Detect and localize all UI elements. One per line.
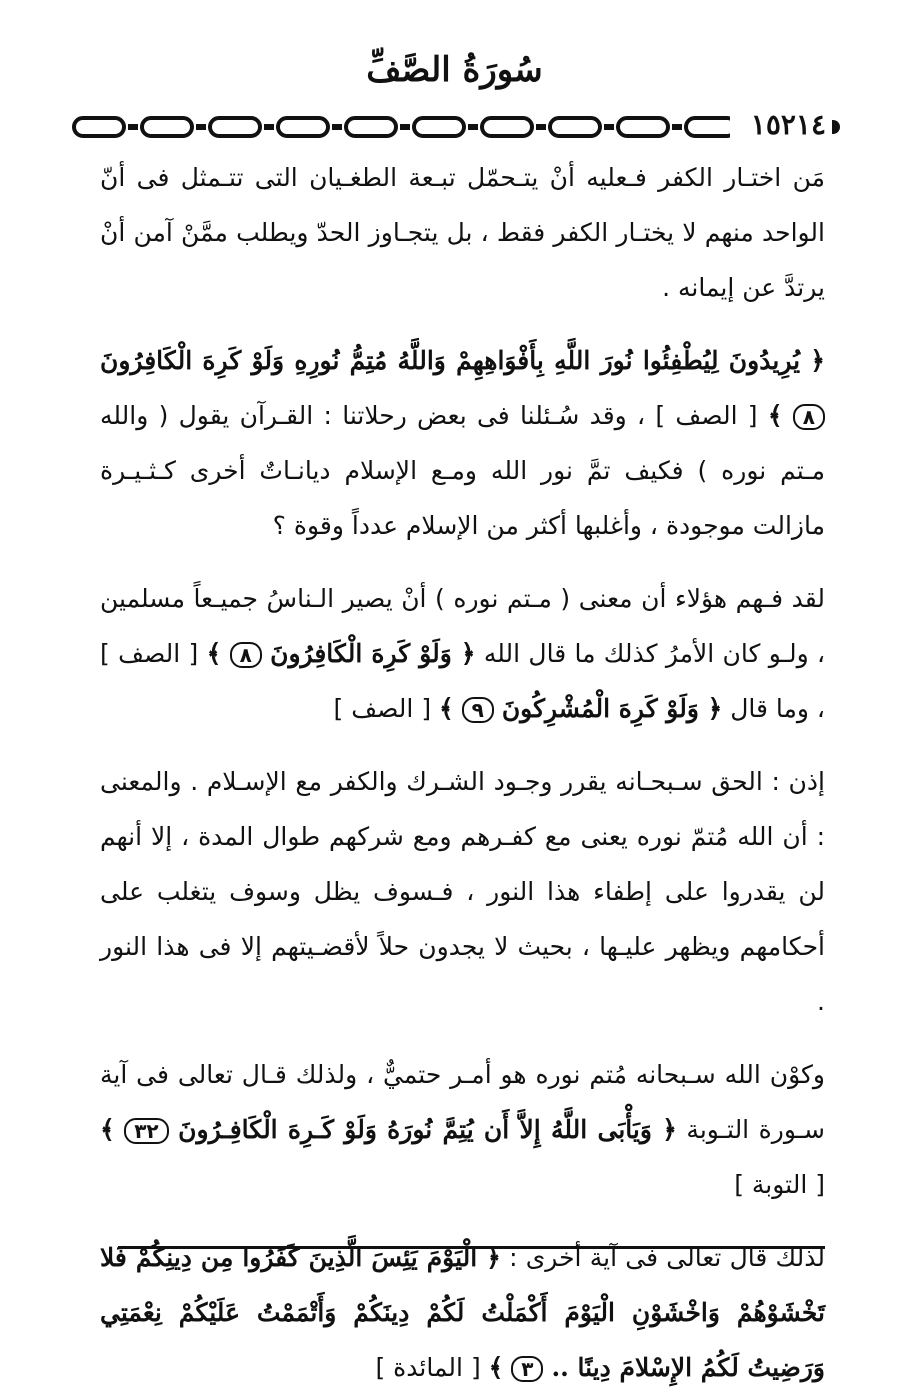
decorative-border <box>72 112 842 142</box>
paragraph-1 <box>100 150 825 315</box>
quran-verse: ﴿ الْيَوْمَ يَئِسَ الَّذِينَ كَفَرُوا مِن دِينِكُمْ فَلا تَخْشَوْهُمْ وَاخْشَوْنِ الْيَوْمَ أَكْمَلْتُ لَكُمْ دِينَكُمْ وَأَتْمَمْتُ عَلَيْكُمْ نِعْمَتِي وَرَضِيتُ لَكُمُ الإِسْلامَ دِينًا .. <box>100 1243 825 1382</box>
paragraph-5 <box>100 1047 825 1212</box>
ayah-number: ٩ <box>462 697 494 723</box>
sura-reference: [ الصف ] <box>100 639 199 668</box>
quran-verse: ﴿ وَلَوْ كَرِهَ الْكَافِرُونَ <box>270 639 476 668</box>
sura-reference: [ الصف ] <box>333 694 432 723</box>
sura-reference: [ المائدة ] <box>375 1353 481 1382</box>
paragraph-6 <box>100 1230 825 1395</box>
paragraph-3 <box>100 571 825 736</box>
quran-verse: ﴿ يُرِيدُونَ لِيُطْفِئُوا نُورَ اللَّهِ بِأَفْوَاهِهِمْ وَاللَّهُ مُتِمُّ نُورِهِ وَلَوْ كَرِهَ الْكَافِرُونَ <box>100 346 825 375</box>
verse-closing-bracket: ﴾ <box>488 1353 504 1382</box>
paragraph-4 <box>100 754 825 1029</box>
sura-reference: [ التوبة ] <box>734 1170 825 1199</box>
footer-rule <box>118 1246 825 1249</box>
paragraph-text: لقد فـهم هؤلاء أن معنى ( مـتم نوره ) أنْ يصير الـناسُ جميـعاً مسلمين ، ولـو كان الأمرُ كذلك ما قال الله <box>100 584 826 668</box>
paragraph-text: إذن : الحق سـبحـانه يقرر وجـود الشـرك والكفر مع الإسـلام . والمعنى : أن الله مُتمّ نوره يعنى مع كفـرهم ومع شركهم طوال المدة ، إلا أنهم لن يقدروا على إطفاء هذا النور ، فـسوف يظل وسوف يتغلب على أحكامهم ويظهر عليـها ، بحيث لا يجدون حلاً لأقضـيتهم إلا فى هذا النور . <box>100 767 825 1016</box>
ayah-number: ٣٢ <box>124 1118 168 1144</box>
page-number: ١٥٢١٤ <box>730 108 832 141</box>
paragraph-text: لذلك قال تعالى فى آية أخرى : <box>509 1243 825 1272</box>
verse-closing-bracket: ﴾ <box>206 639 222 668</box>
paragraph-text: مَن اختـار الكفر فـعليه أنْ يتـحمّل تبـعة الطغـيان التى تتـمثل فى أنّ الواحد منهم لا يختـار الكفر فقط ، بل يتجـاوز الحدّ ويطلب ممَّنْ آمن أنْ يرتدَّ عن إيمانه . <box>100 163 825 302</box>
paragraph-text: وكوْن الله سـبحانه مُتم نوره هو أمـر حتميٌّ ، ولذلك قـال تعالى فى آية سـورة التـوبة <box>100 1060 826 1144</box>
verse-closing-bracket: ﴾ <box>439 694 454 723</box>
paragraph-text: ، وقد سُـئلنا فى بعض رحلاتنا : القـرآن يقول ( والله مـتم نوره ) فكيف تمَّ نور الله ومـع الإسلام ديانـاتٌ أخرى كـثـيـرة مازالت موجودة ، وأغلبها أكثر من الإسلام عدداً وقوة ؟ <box>100 401 825 540</box>
sura-reference: [ الصف ] <box>655 401 758 430</box>
paragraph-2 <box>100 333 825 553</box>
verse-closing-bracket: ﴾ <box>100 1115 115 1144</box>
page-body <box>100 150 826 1382</box>
quran-verse: ﴿ وَيَأْبَى اللَّهُ إِلاَّ أَن يُتِمَّ نُورَهُ وَلَوْ كَـرِهَ الْكَافِـرُونَ <box>178 1115 677 1144</box>
quran-verse: ﴿ وَلَوْ كَرِهَ الْمُشْرِكُونَ <box>501 694 723 723</box>
verse-closing-bracket: ﴾ <box>767 401 783 430</box>
ayah-number: ٣ <box>511 1356 543 1382</box>
sura-title: سُورَةُ الصَّفِّ <box>366 50 543 90</box>
paragraph-text: ، وما قال <box>730 694 825 723</box>
ayah-number: ٨ <box>793 404 825 430</box>
ayah-number: ٨ <box>230 642 262 668</box>
